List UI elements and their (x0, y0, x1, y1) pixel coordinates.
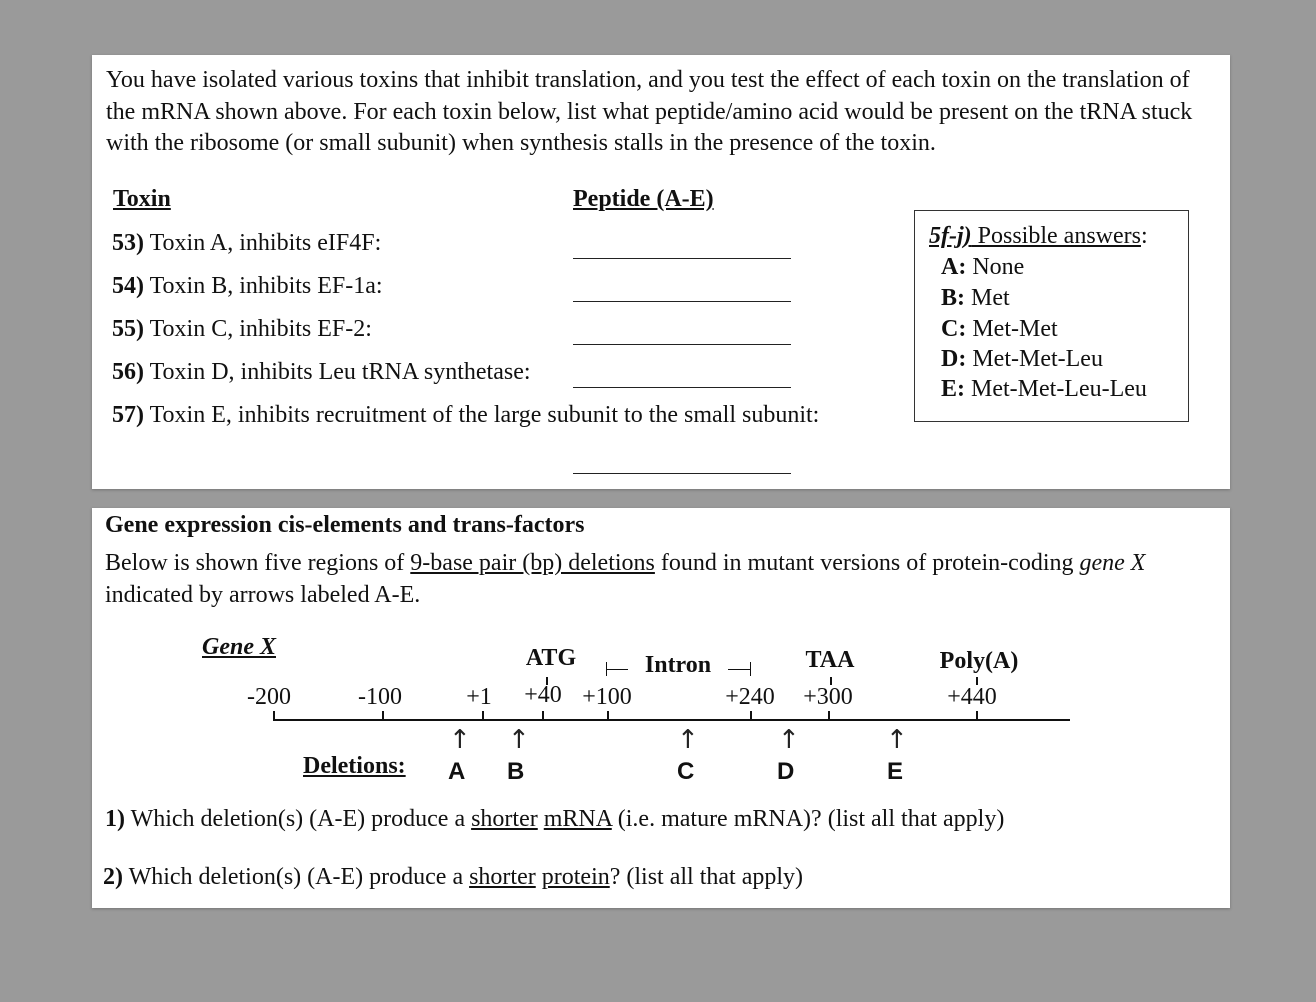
answer-blank-54[interactable] (573, 301, 791, 302)
answer-option-c-letter: C: (941, 316, 967, 342)
question-57 (112, 400, 819, 431)
deletion-a-arrow-icon: ↑ (449, 725, 471, 755)
intro-gene-name: gene X (1079, 550, 1146, 576)
position-minus-200: -200 (247, 684, 291, 710)
question-1-underline-shorter: shorter (471, 806, 538, 832)
deletion-e-arrow-icon: ↑ (886, 725, 908, 755)
question-1-underline-mrna: mRNA (543, 806, 612, 832)
intron-bracket-left-cap (606, 662, 607, 676)
gene-expression-heading: Gene expression cis-elements and trans-factors (105, 512, 585, 538)
question-55-text: Toxin C, inhibits EF-2: (144, 316, 372, 342)
question-2-underline-shorter: shorter (469, 864, 536, 890)
question-1 (105, 804, 1004, 835)
axis-tick-plus-300 (828, 711, 830, 720)
axis-tick-plus-100 (607, 711, 609, 720)
answer-option-d-text: Met-Met-Leu (966, 346, 1103, 372)
possible-answers-title-colon: : (1140, 223, 1148, 249)
answer-option-e-letter: E: (941, 376, 965, 402)
answer-option-d (941, 344, 1103, 375)
question-56-text: Toxin D, inhibits Leu tRNA synthetase: (144, 359, 531, 385)
intron-bracket-left-line (606, 669, 628, 670)
possible-answers-title-prefix: 5f-j) (929, 223, 972, 249)
intro-text-b: found in mutant versions of protein-coding (654, 550, 1080, 576)
intron-bracket-right-line (728, 669, 750, 670)
gene-expression-intro-line1 (105, 548, 1145, 579)
deletion-c-label: C (677, 758, 695, 785)
position-plus-1: +1 (466, 684, 492, 710)
answer-blank-53[interactable] (573, 258, 791, 259)
question-57-number: 57) (112, 402, 144, 428)
question-2-underline-protein: protein (541, 864, 610, 890)
toxin-column-header: Toxin (113, 186, 171, 212)
answer-blank-56[interactable] (573, 387, 791, 388)
deletion-e-label: E (887, 758, 904, 785)
question-54-text: Toxin B, inhibits EF-1a: (144, 273, 383, 299)
possible-answers-box (914, 210, 1189, 422)
question-53-number: 53) (112, 230, 144, 256)
gene-expression-panel (92, 508, 1230, 908)
axis-tick-plus-40 (542, 711, 544, 720)
question-54 (112, 271, 383, 302)
answer-option-e (941, 374, 1147, 405)
deletion-b-label: B (507, 758, 525, 785)
feature-atg: ATG (525, 645, 577, 671)
answer-option-b-letter: B: (941, 285, 965, 311)
position-plus-240: +240 (725, 684, 775, 710)
gene-axis-line (273, 719, 1070, 721)
answer-option-b (941, 283, 1010, 314)
question-2 (103, 862, 803, 893)
question-54-number: 54) (112, 273, 144, 299)
position-plus-100: +100 (582, 684, 632, 710)
question-53-text: Toxin A, inhibits eIF4F: (144, 230, 382, 256)
question-56 (112, 357, 531, 388)
question-53 (112, 228, 381, 259)
axis-tick-minus-200 (273, 711, 275, 720)
question-2-text-b: ? (list all that apply) (609, 864, 804, 890)
axis-tick-plus-240 (750, 711, 752, 720)
axis-tick-minus-100 (382, 711, 384, 720)
answer-option-c (941, 314, 1058, 345)
deletion-d-label: D (777, 758, 795, 785)
question-55-number: 55) (112, 316, 144, 342)
gene-expression-intro-line2: indicated by arrows labeled A-E. (105, 582, 421, 608)
translation-toxin-panel (92, 55, 1230, 489)
feature-taa: TAA (805, 647, 855, 673)
position-minus-100: -100 (358, 684, 402, 710)
position-plus-440: +440 (947, 684, 997, 710)
question-1-text-a: Which deletion(s) (A-E) produce a (125, 806, 472, 832)
intron-bracket-right-cap (750, 662, 751, 676)
answer-option-a-text: None (966, 254, 1025, 280)
question-1-text-b: (i.e. mature mRNA)? (list all that apply) (611, 806, 1005, 832)
axis-tick-plus-1 (482, 711, 484, 720)
answer-option-a-letter: A: (941, 254, 967, 280)
deletion-b-arrow-icon: ↑ (508, 725, 530, 755)
answer-blank-57[interactable] (573, 473, 791, 474)
answer-option-d-letter: D: (941, 346, 967, 372)
question-2-number: 2) (103, 864, 123, 890)
answer-option-a (941, 252, 1024, 283)
answer-option-c-text: Met-Met (966, 316, 1058, 342)
question-56-number: 56) (112, 359, 144, 385)
answer-option-e-text: Met-Met-Leu-Leu (965, 376, 1147, 402)
question-55 (112, 314, 372, 345)
position-plus-40: +40 (524, 682, 562, 708)
axis-tick-plus-440 (976, 711, 978, 720)
deletion-d-arrow-icon: ↑ (778, 725, 800, 755)
translation-intro-text: You have isolated various toxins that inhibit translation, and you test the effect of each toxin on the translation of the mRNA shown above. For each toxin below, list what peptide/amino acid would be present on the tRNA stuck with the ribosome (or small subunit) when synthesis stalls in the presence of the toxin. (106, 67, 1193, 156)
question-57-text: Toxin E, inhibits recruitment of the large subunit to the small subunit: (144, 402, 820, 428)
question-1-number: 1) (105, 806, 125, 832)
answer-option-b-text: Met (965, 285, 1010, 311)
deletions-label: Deletions: (303, 753, 406, 779)
feature-polya: Poly(A) (939, 648, 1019, 674)
feature-intron: Intron (644, 652, 712, 678)
intro-deletions-phrase: 9-base pair (bp) deletions (410, 550, 655, 576)
deletion-a-label: A (448, 758, 466, 785)
possible-answers-title (929, 221, 1148, 252)
position-plus-300: +300 (803, 684, 853, 710)
question-2-text-a: Which deletion(s) (A-E) produce a (123, 864, 470, 890)
deletion-c-arrow-icon: ↑ (677, 725, 699, 755)
gene-x-label: Gene X (202, 634, 276, 660)
possible-answers-title-main: Possible answers (971, 223, 1141, 249)
intro-text-a: Below is shown five regions of (105, 550, 411, 576)
answer-blank-55[interactable] (573, 344, 791, 345)
peptide-column-header: Peptide (A-E) (573, 186, 714, 212)
